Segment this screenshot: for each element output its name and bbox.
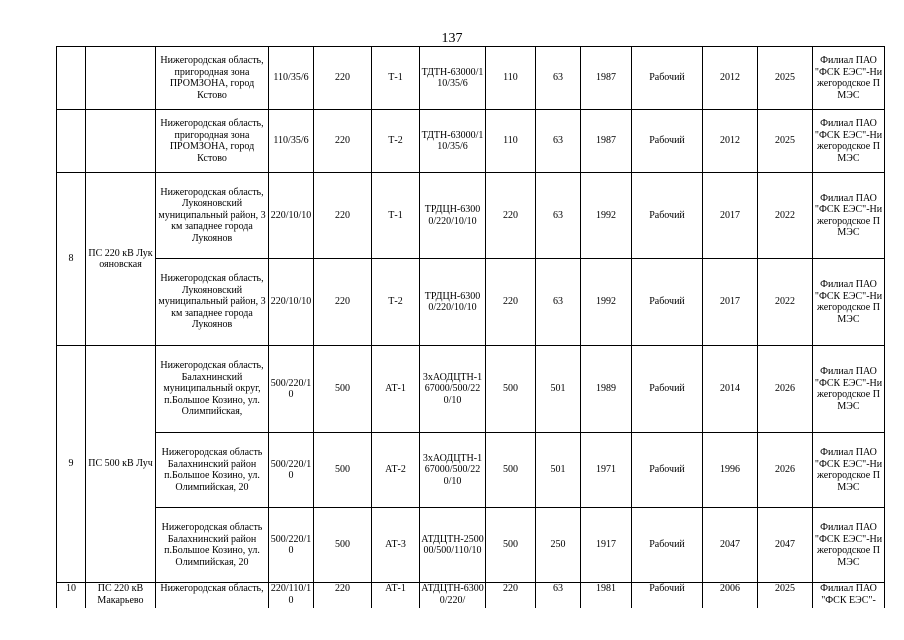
row-number-cell: 8 [57, 173, 86, 346]
address-cell: Нижегородская область, [156, 583, 269, 613]
dispatch-name-cell: АТ-2 [372, 433, 420, 508]
year-b-cell: 2022 [758, 173, 813, 259]
equipment-table [56, 46, 885, 613]
year-cell: 1917 [581, 508, 632, 583]
equipment-type-cell: 3хАОДЦТН-167000/500/220/10 [420, 433, 486, 508]
year-b-cell: 2025 [758, 583, 813, 613]
equipment-type-cell: ТРДЦН-63000/220/10/10 [420, 173, 486, 259]
power-cell: 250 [536, 508, 581, 583]
substation-name-cell: ПС 500 кВ Луч [86, 346, 156, 583]
rated-voltage-cell: 220 [314, 583, 372, 613]
year-cell: 1987 [581, 47, 632, 110]
address-cell: Нижегородская область Балахнинский район п.Большое Козино, ул. Олимпийская, 20 [156, 508, 269, 583]
voltage-class-cell: 110/35/6 [269, 110, 314, 173]
status-cell: Рабочий [632, 173, 703, 259]
status-cell: Рабочий [632, 47, 703, 110]
substation-name-cell: ПС 220 кВ Макарьево [86, 583, 156, 613]
year-a-cell: 1996 [703, 433, 758, 508]
voltage-class-cell: 220/10/10 [269, 259, 314, 346]
year-cell: 1992 [581, 173, 632, 259]
dispatch-name-cell: Т-2 [372, 259, 420, 346]
address-cell: Нижегородская область, Лукояновский муниципальный район, 3 км западнее города Лукоянов [156, 259, 269, 346]
rated-voltage-cell: 500 [314, 508, 372, 583]
power-cell: 501 [536, 433, 581, 508]
row-number-cell: 9 [57, 346, 86, 583]
year-b-cell: 2025 [758, 47, 813, 110]
equipment-type-cell: 3хАОДЦТН-167000/500/220/10 [420, 346, 486, 433]
page-number: 137 [441, 31, 463, 46]
year-cell: 1992 [581, 259, 632, 346]
year-a-cell: 2017 [703, 259, 758, 346]
status-cell: Рабочий [632, 110, 703, 173]
year-b-cell: 2026 [758, 433, 813, 508]
table-row [57, 173, 885, 259]
rated-voltage-cell: 220 [314, 173, 372, 259]
nominal-voltage-cell: 220 [486, 259, 536, 346]
dispatch-name-cell: Т-2 [372, 110, 420, 173]
year-cell: 1971 [581, 433, 632, 508]
substation-name-cell: ПС 220 кВ Лукояновская [86, 173, 156, 346]
table-row [57, 508, 885, 583]
year-a-cell: 2014 [703, 346, 758, 433]
rated-voltage-cell: 220 [314, 47, 372, 110]
power-cell: 63 [536, 583, 581, 613]
row-number-cell [57, 47, 86, 110]
row-number-cell: 10 [57, 583, 86, 613]
voltage-class-cell: 500/220/10 [269, 433, 314, 508]
nominal-voltage-cell: 220 [486, 173, 536, 259]
year-cell: 1989 [581, 346, 632, 433]
equipment-type-cell: ТДТН-63000/110/35/6 [420, 47, 486, 110]
power-cell: 63 [536, 47, 581, 110]
row-number-cell [57, 110, 86, 173]
equipment-type-cell: АТДЦТН-250000/500/110/10 [420, 508, 486, 583]
status-cell: Рабочий [632, 346, 703, 433]
equipment-type-cell: ТРДЦН-63000/220/10/10 [420, 259, 486, 346]
owner-cell: Филиал ПАО "ФСК ЕЭС"-Нижегородское ПМЭС [813, 173, 885, 259]
voltage-class-cell: 220/110/10 [269, 583, 314, 613]
dispatch-name-cell: АТ-3 [372, 508, 420, 583]
dispatch-name-cell: Т-1 [372, 173, 420, 259]
voltage-class-cell: 500/220/10 [269, 508, 314, 583]
voltage-class-cell: 220/10/10 [269, 173, 314, 259]
dispatch-name-cell: АТ-1 [372, 346, 420, 433]
owner-cell: Филиал ПАО "ФСК ЕЭС"-Нижегородское ПМЭС [813, 47, 885, 110]
nominal-voltage-cell: 500 [486, 346, 536, 433]
address-cell: Нижегородская область, Лукояновский муниципальный район, 3 км западнее города Лукоянов [156, 173, 269, 259]
owner-cell: Филиал ПАО "ФСК ЕЭС"-Нижегородское ПМЭС [813, 110, 885, 173]
address-cell: Нижегородская область Балахнинский район п.Большое Козино, ул. Олимпийская, 20 [156, 433, 269, 508]
nominal-voltage-cell: 500 [486, 433, 536, 508]
voltage-class-cell: 500/220/10 [269, 346, 314, 433]
year-a-cell: 2017 [703, 173, 758, 259]
year-a-cell: 2047 [703, 508, 758, 583]
year-b-cell: 2025 [758, 110, 813, 173]
year-cell: 1987 [581, 110, 632, 173]
substation-name-cell [86, 110, 156, 173]
address-cell: Нижегородская область, Балахнинский муниципальный округ, п.Большое Козино, ул. Олимпийская, [156, 346, 269, 433]
status-cell: Рабочий [632, 259, 703, 346]
equipment-type-cell: АТДЦТН-63000/220/ [420, 583, 486, 613]
year-a-cell: 2012 [703, 110, 758, 173]
year-b-cell: 2047 [758, 508, 813, 583]
dispatch-name-cell: АТ-1 [372, 583, 420, 613]
year-b-cell: 2026 [758, 346, 813, 433]
equipment-type-cell: ТДТН-63000/110/35/6 [420, 110, 486, 173]
voltage-class-cell: 110/35/6 [269, 47, 314, 110]
owner-cell: Филиал ПАО "ФСК ЕЭС"-Нижегородское ПМЭС [813, 433, 885, 508]
status-cell: Рабочий [632, 433, 703, 508]
rated-voltage-cell: 220 [314, 259, 372, 346]
rated-voltage-cell: 500 [314, 346, 372, 433]
rated-voltage-cell: 220 [314, 110, 372, 173]
owner-cell: Филиал ПАО "ФСК ЕЭС"-Нижегородское ПМЭС [813, 259, 885, 346]
address-cell: Нижегородская область, пригородная зона ПРОМЗОНА, город Кстово [156, 110, 269, 173]
power-cell: 501 [536, 346, 581, 433]
table-row [57, 47, 885, 110]
table-row [57, 110, 885, 173]
year-a-cell: 2006 [703, 583, 758, 613]
owner-cell: Филиал ПАО "ФСК ЕЭС"- [813, 583, 885, 613]
power-cell: 63 [536, 259, 581, 346]
year-cell: 1981 [581, 583, 632, 613]
year-a-cell: 2012 [703, 47, 758, 110]
nominal-voltage-cell: 110 [486, 47, 536, 110]
address-cell: Нижегородская область, пригородная зона ПРОМЗОНА, город Кстово [156, 47, 269, 110]
rated-voltage-cell: 500 [314, 433, 372, 508]
table-row [57, 346, 885, 433]
year-b-cell: 2022 [758, 259, 813, 346]
power-cell: 63 [536, 173, 581, 259]
substation-name-cell [86, 47, 156, 110]
table-row [57, 259, 885, 346]
nominal-voltage-cell: 110 [486, 110, 536, 173]
dispatch-name-cell: Т-1 [372, 47, 420, 110]
owner-cell: Филиал ПАО "ФСК ЕЭС"-Нижегородское ПМЭС [813, 346, 885, 433]
status-cell: Рабочий [632, 583, 703, 613]
power-cell: 63 [536, 110, 581, 173]
owner-cell: Филиал ПАО "ФСК ЕЭС"-Нижегородское ПМЭС [813, 508, 885, 583]
nominal-voltage-cell: 220 [486, 583, 536, 613]
status-cell: Рабочий [632, 508, 703, 583]
table-row [57, 433, 885, 508]
page-cut-mask [0, 608, 904, 640]
nominal-voltage-cell: 500 [486, 508, 536, 583]
